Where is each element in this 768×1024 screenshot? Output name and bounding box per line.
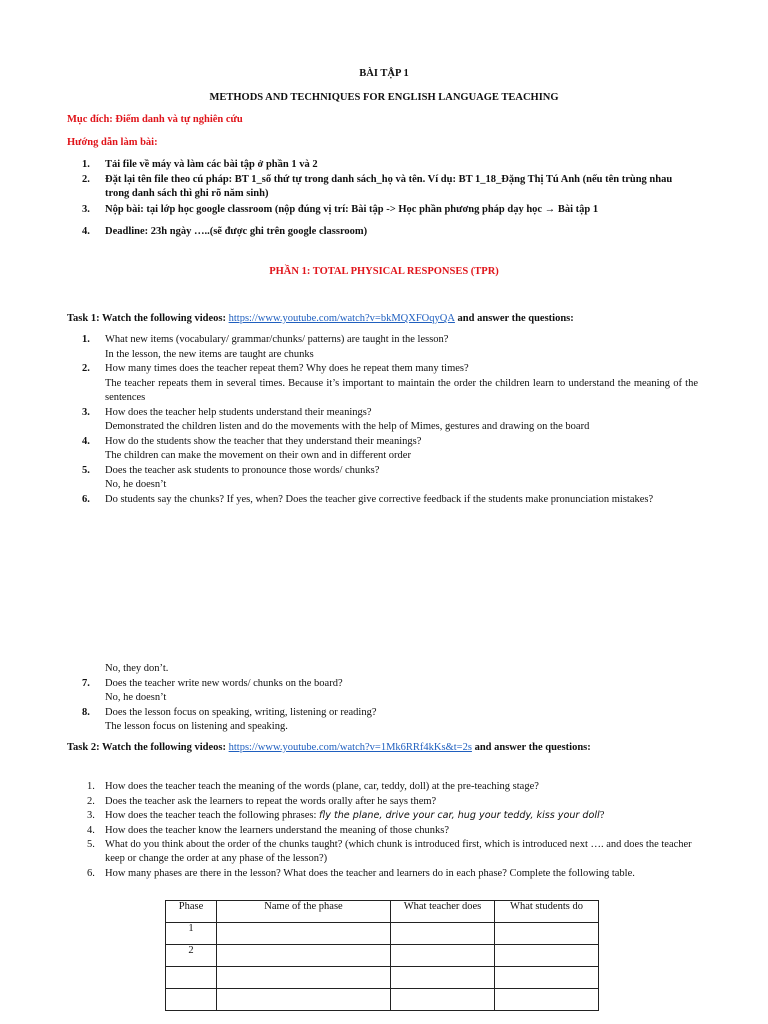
table-cell[interactable] bbox=[495, 967, 599, 989]
doc-subtitle: METHODS AND TECHNIQUES FOR ENGLISH LANGUAGE TEACHING bbox=[209, 92, 559, 103]
table-cell[interactable] bbox=[391, 923, 495, 945]
table-cell[interactable] bbox=[166, 967, 217, 989]
table-header-row bbox=[166, 901, 599, 923]
task1-answer: The lesson focus on listening and speaking. bbox=[105, 721, 288, 732]
task1-answer: No, he doesn’t bbox=[105, 479, 167, 490]
guide-heading: Hướng dẫn làm bài: bbox=[67, 137, 158, 148]
table-row bbox=[166, 923, 599, 945]
table-row bbox=[166, 967, 599, 989]
table-cell[interactable] bbox=[495, 989, 599, 1011]
task2-heading: Task 2: Watch the following videos: https://www.youtube.com/watch?v=1Mk6RRf4kKs&t=2s and answer the questions: bbox=[67, 742, 591, 753]
task1-answer: The children can make the movement on their own and in different order bbox=[105, 450, 411, 461]
table-cell[interactable] bbox=[495, 945, 599, 967]
task2-video-link[interactable]: https://www.youtube.com/watch?v=1Mk6RRf4kKs&t=2s bbox=[228, 742, 472, 753]
table-cell[interactable] bbox=[391, 967, 495, 989]
table-header-cell: Phase bbox=[166, 901, 217, 923]
task1-answer: Demonstrated the children listen and do the movements with the help of Mimes, gestures and drawing on the board bbox=[105, 421, 590, 432]
table-cell[interactable] bbox=[217, 967, 391, 989]
task1-answer: The teacher repeats them in several times. Because it’s important to maintain the order the children learn to understand the meaning of the sentences bbox=[105, 378, 698, 404]
table-header-cell: What students do bbox=[495, 901, 599, 923]
table-cell[interactable] bbox=[495, 923, 599, 945]
table-cell[interactable] bbox=[217, 923, 391, 945]
task1-heading: Task 1: Watch the following videos: https://www.youtube.com/watch?v=bkMQXFOqyQA and answer the questions: bbox=[67, 313, 574, 324]
doc-title: BÀI TẬP 1 bbox=[359, 68, 409, 79]
table-cell[interactable]: 1 bbox=[166, 923, 217, 945]
task1-video-link[interactable]: https://www.youtube.com/watch?v=bkMQXFOqyQA bbox=[228, 313, 455, 324]
table-cell[interactable] bbox=[391, 989, 495, 1011]
part1-heading: PHẦN 1: TOTAL PHYSICAL RESPONSES (TPR) bbox=[269, 266, 499, 277]
table-cell[interactable] bbox=[391, 945, 495, 967]
task1-answer: No, they don’t. bbox=[105, 663, 169, 674]
table-cell[interactable] bbox=[217, 945, 391, 967]
table-row bbox=[166, 989, 599, 1011]
phase-table bbox=[165, 900, 599, 1011]
task1-answer: In the lesson, the new items are taught are chunks bbox=[105, 349, 314, 360]
purpose-line: Mục đích: Điểm danh và tự nghiên cứu bbox=[67, 114, 243, 125]
table-header-cell: What teacher does bbox=[391, 901, 495, 923]
task2-phrases: fly the plane, drive your car, hug your teddy, kiss your doll bbox=[319, 810, 600, 821]
table-cell[interactable] bbox=[166, 989, 217, 1011]
table-row bbox=[166, 945, 599, 967]
table-cell[interactable]: 2 bbox=[166, 945, 217, 967]
table-cell[interactable] bbox=[217, 989, 391, 1011]
task1-answer: No, he doesn’t bbox=[105, 692, 167, 703]
table-header-cell: Name of the phase bbox=[217, 901, 391, 923]
